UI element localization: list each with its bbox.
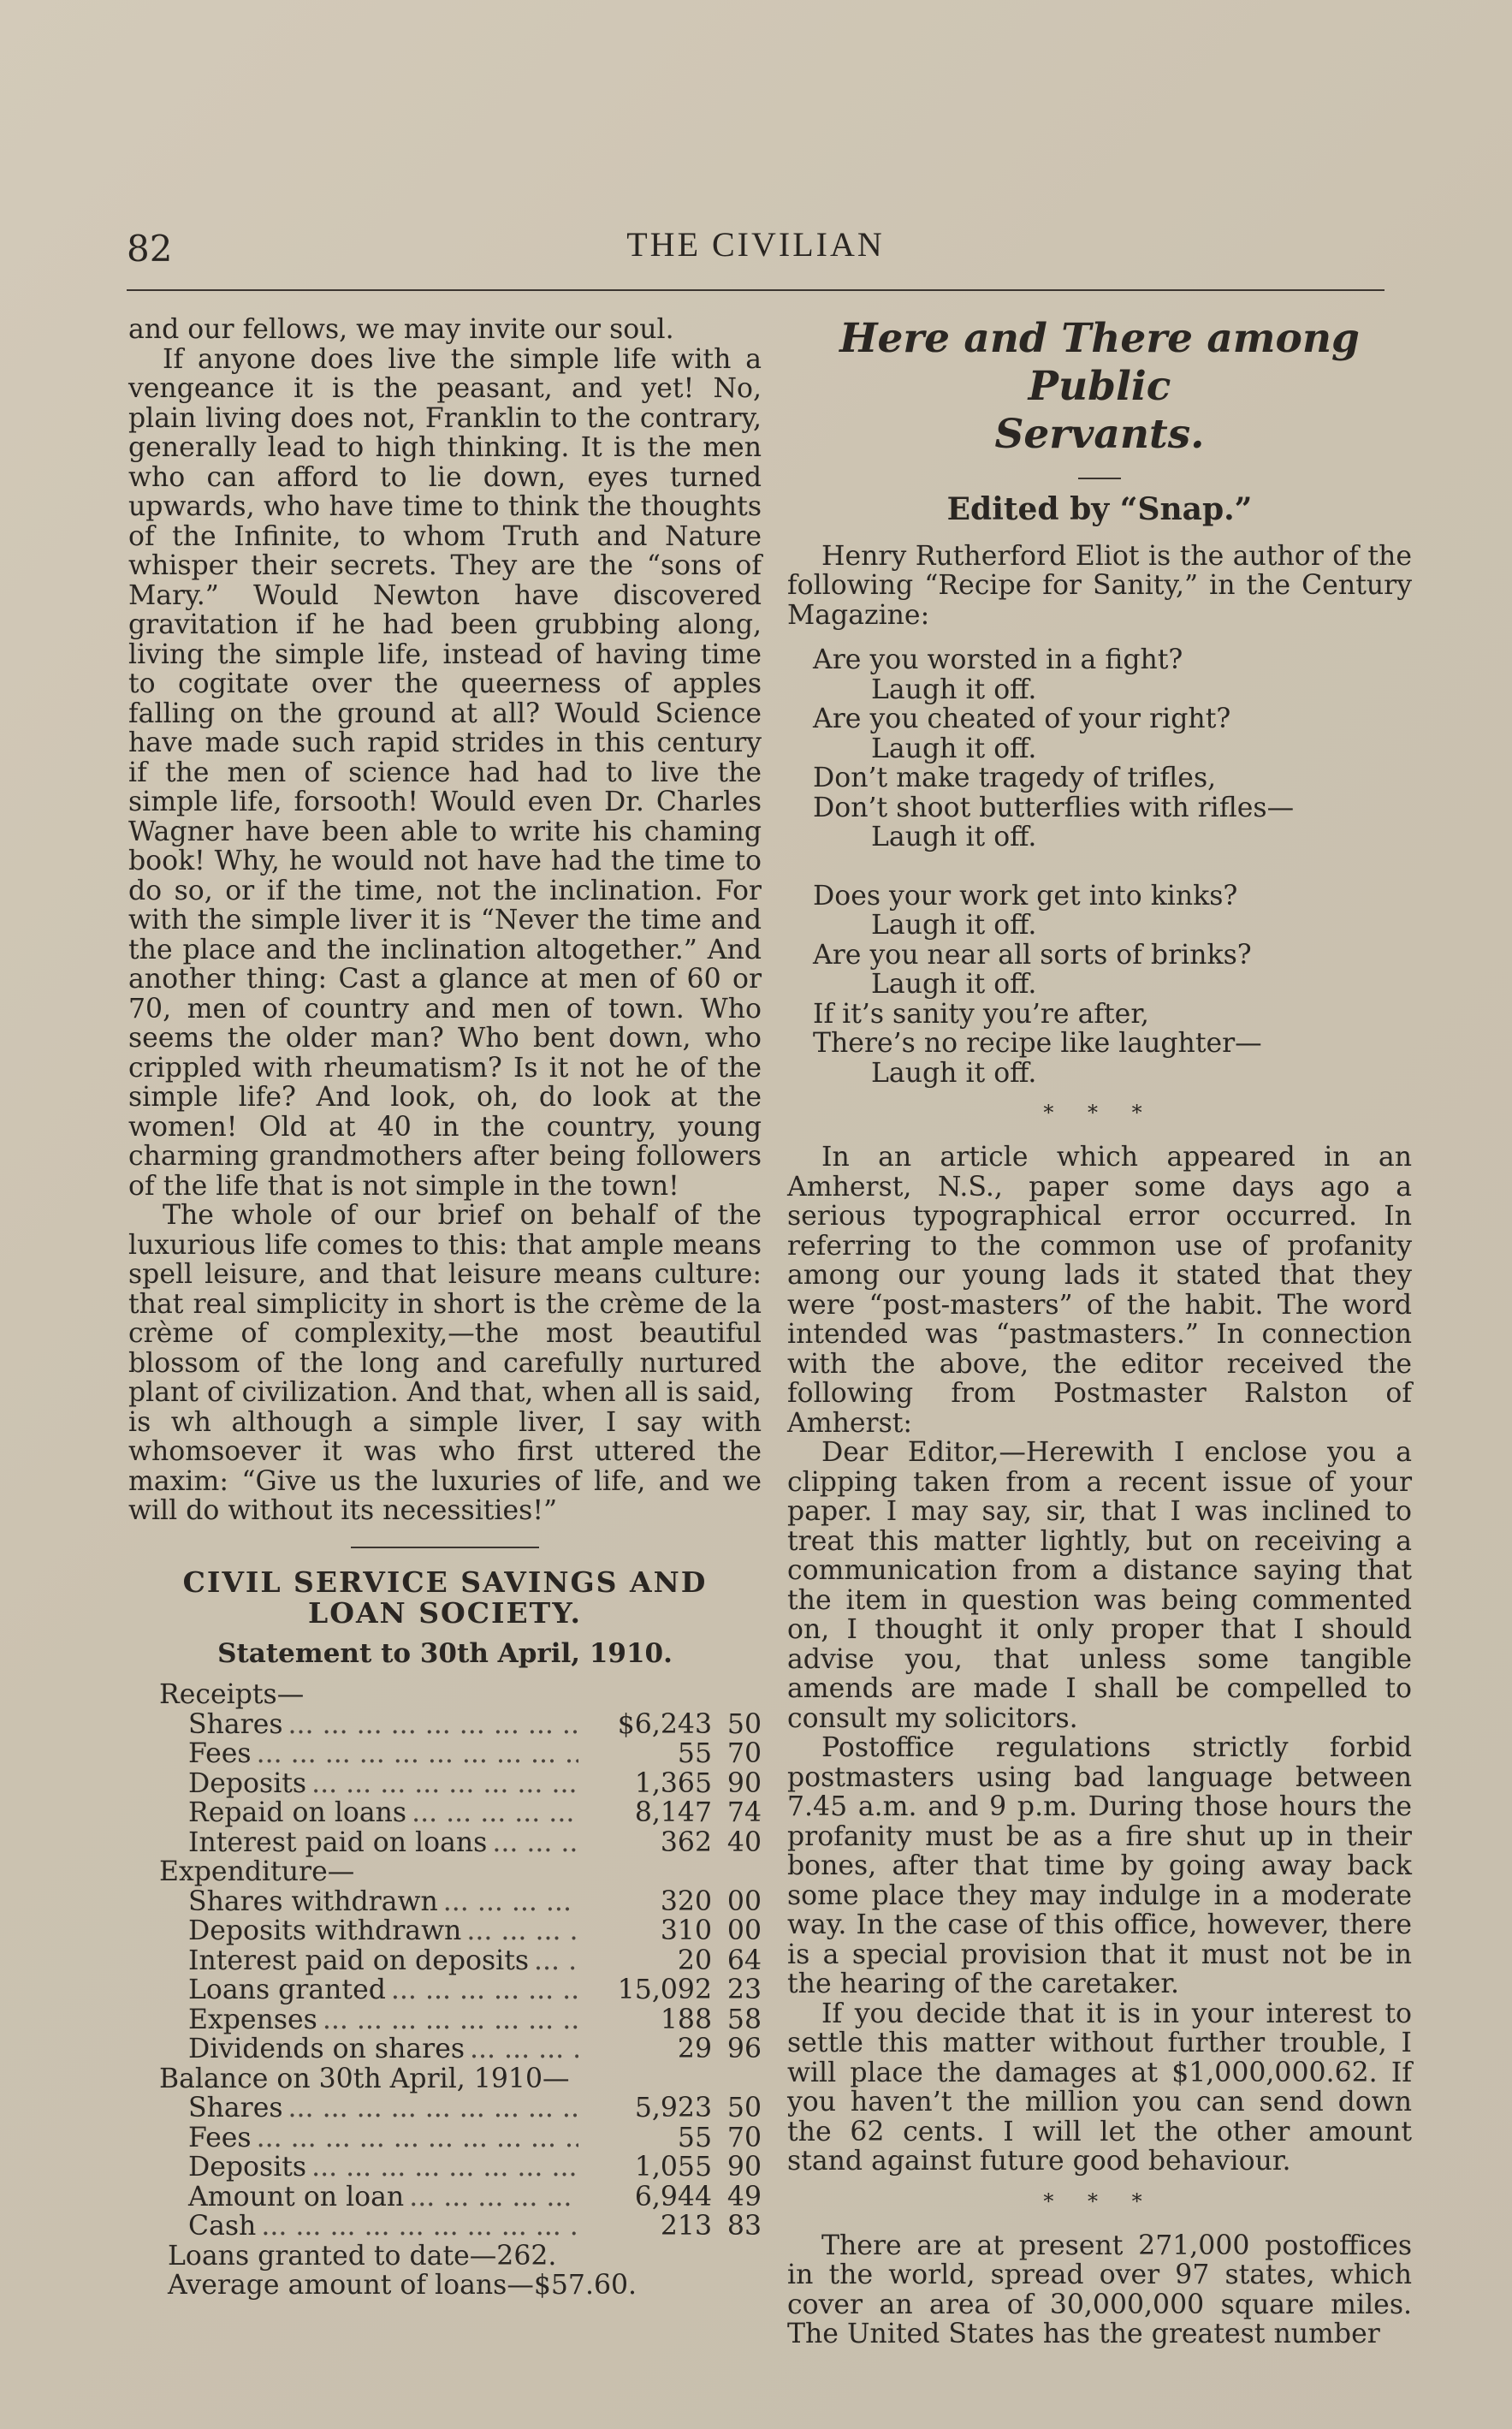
leader-dots [470, 2034, 578, 2064]
star-separator: * * * [1043, 1101, 1156, 1125]
ledger-row [188, 1946, 762, 1976]
ledger-row [188, 1739, 762, 1769]
ledger-row [188, 2123, 762, 2153]
ledger-row [188, 2005, 762, 2035]
poem-refrain: Laugh it off. [871, 733, 1037, 764]
ledger-amount: 20 [677, 1945, 712, 1976]
ledger-item: Interest paid on loans [188, 1826, 488, 1858]
ledger-item: Deposits [188, 1767, 307, 1799]
left-column [128, 315, 762, 2301]
ledger-group-label: Balance on 30th April, 1910— [159, 2063, 570, 2094]
ledger-amount: 5,923 [634, 2093, 712, 2123]
ledger-item: Interest paid on deposits [188, 1945, 530, 1976]
leader-dots [534, 1946, 578, 1976]
leader-dots [257, 1739, 578, 1769]
ledger-amount: $6,243 [617, 1708, 712, 1740]
byline: Edited by “Snap.” [946, 491, 1253, 527]
ledger-item: Shares [188, 1708, 283, 1740]
section-divider [351, 1547, 539, 1548]
ledger-note: Average amount of loans—$57.60. [168, 2270, 637, 2301]
leader-dots [311, 1769, 578, 1799]
section-title-line: Servants. [994, 411, 1205, 458]
section-title-line: Here and There among Public [839, 315, 1360, 410]
ledger-cents: 90 [726, 2152, 762, 2183]
leader-dots [443, 1887, 578, 1917]
article-paragraph: In an article which appeared in an Amherst, N.S., paper some days ago a serious typographical error occurred. In referring to the common use of profanity among our young lads it stated that they were “post-masters” of the habit. The word intended was “pastmasters.” In connection with the above, the editor received the following from Postmaster Ralston of Amherst: [787, 1142, 1412, 1439]
ledger-amount: 15,092 [617, 1975, 712, 2005]
ledger-cents: 83 [726, 2211, 762, 2242]
poem-refrain: Laugh it off. [871, 969, 1037, 1000]
ledger-item: Expenses [188, 2004, 317, 2035]
ledger-amount: 362 [660, 1826, 712, 1858]
leader-dots [257, 2123, 578, 2153]
poem-line: Don’t shoot butterflies with rifles— [813, 792, 1295, 823]
leader-dots [288, 1710, 578, 1740]
poem-line: Are you near all sorts of brinks? [813, 939, 1252, 971]
ledger-amount: 1,365 [634, 1767, 712, 1799]
closing-paragraph: There are at present 271,000 postoffices in the world, spread over 97 states, which cover an area of 30,000,000 square miles. The United States has the greatest number [787, 2230, 1412, 2349]
ledger-item: Repaid on loans [188, 1797, 407, 1828]
ledger-item: Deposits withdrawn [188, 1915, 462, 1946]
ledger-row [188, 1710, 762, 1740]
ledger-cents: 90 [726, 1767, 762, 1799]
ledger-amount: 8,147 [634, 1797, 712, 1828]
ledger-cents: 40 [726, 1826, 762, 1858]
ledger-row [188, 1798, 762, 1828]
ledger-cents: 96 [726, 2034, 762, 2064]
society-title: CIVIL SERVICE SAVINGS AND LOAN SOCIETY. [182, 1565, 708, 1630]
poem-line: Does your work get into kinks? [813, 880, 1238, 912]
ledger-row [188, 1828, 762, 1858]
essay-continuation: and our fellows, we may invite our soul. [128, 314, 674, 345]
letter-paragraph: Dear Editor,—Herewith I enclose you a clipping taken from a recent issue of your paper. I may say, sir, that I was inclined to treat this matter lightly, but on receiving a communication from a distance saying that the item in question was being commented on, I thought it only proper that I should advise you, that unless some tangible amends are made I shall be compelled to consult my solicitors. [787, 1437, 1412, 1734]
ledger-row [188, 2183, 762, 2212]
statement-title: Statement to 30th April, 1910. [217, 1637, 673, 1669]
ledger-amount: 320 [660, 1886, 712, 1917]
ledger-item: Cash [188, 2211, 257, 2242]
running-title: THE CIVILIAN [626, 225, 885, 264]
leader-dots [311, 2153, 578, 2183]
leader-dots [261, 2212, 578, 2242]
ledger-cents: 50 [726, 2093, 762, 2123]
poem-refrain: Laugh it off. [871, 910, 1037, 941]
ledger-amount: 188 [660, 2004, 712, 2035]
stanza-gap [813, 852, 1412, 882]
ledger-row [188, 2212, 762, 2242]
ledger-item: Deposits [188, 2152, 307, 2183]
ledger-amount: 213 [660, 2211, 712, 2242]
ledger-row [188, 2153, 762, 2183]
ledger-item: Loans granted [188, 1975, 386, 2005]
ledger-cents: 49 [726, 2181, 762, 2212]
poem-line: Don’t make tragedy of trifles, [813, 763, 1217, 793]
ledger-item: Dividends on shares [188, 2034, 465, 2064]
ledger-note: Loans granted to date—262. [168, 2240, 557, 2272]
ledger-amount: 55 [677, 1738, 712, 1769]
ledger-amount: 6,944 [634, 2181, 712, 2212]
leader-dots [492, 1828, 578, 1858]
ledger-item: Shares withdrawn [188, 1886, 438, 1917]
ledger-cents: 64 [726, 1945, 762, 1976]
ledger-amount: 1,055 [634, 2152, 712, 2183]
ledger-cents: 50 [726, 1708, 762, 1740]
poem [813, 645, 1412, 1088]
poem-line: Are you cheated of your right? [813, 704, 1231, 734]
poem-refrain: Laugh it off. [871, 674, 1037, 705]
header-rule [127, 289, 1385, 291]
right-column [787, 315, 1412, 2349]
ledger-amount: 29 [677, 2034, 712, 2064]
leader-dots [391, 1975, 578, 2005]
financial-statement [128, 1680, 762, 2301]
letter-paragraph: If you decide that it is in your interest to settle this matter without further trouble, I will place the damages at $1,000,000.62. If you haven’t the million you can send down the 62 cents. I will let the other amount stand against future good behaviour. [787, 1998, 1412, 2177]
ledger-cents: 00 [726, 1886, 762, 1917]
poem-refrain: Laugh it off. [871, 822, 1037, 852]
ledger-row [188, 1887, 762, 1917]
page-number: 82 [127, 228, 173, 270]
poem-refrain: Laugh it off. [871, 1057, 1037, 1089]
ledger-group-label: Receipts— [159, 1679, 305, 1710]
leader-dots [412, 1798, 578, 1828]
ledger-cents: 70 [726, 2122, 762, 2153]
intro-paragraph: Henry Rutherford Eliot is the author of the following “Recipe for Sanity,” in the Century Magazine: [787, 540, 1412, 631]
ledger-item: Amount on loan [188, 2181, 405, 2212]
essay-paragraph: If anyone does live the simple life with a vengeance it is the peasant, and yet! No, plain living does not, Franklin to the contrary, generally lead to high thinking. It is the men who can afford to lie down, eyes turned upwards, who have time to think the thoughts of the Infinite, to whom Truth and Nature whisper their secrets. They are the “sons of Mary.” Would Newton have discovered gravitation if he had been grubbing along, living the simple life, instead of having time to cogitate over the queerness of apples falling on the ground at all? Would Science have made such rapid strides in this century if the men of science had had to live the simple life, forsooth! Would even Dr. Charles Wagner have been able to write his chaming book! Why, he would not have had the time to do so, or if the time, not the inclination. For with the simple liver it is “Never the time and the place and the inclination altogether.” And another thing: Cast a glance at men of 60 or 70, men of country and men of town. Who seems the older man? Who bent down, who crippled with rheumatism? Is it not he of the simple life? And look, oh, do look at the women! Old at 40 in the country, young charming grandmothers after being followers of the life that is not simple in the town! [128, 343, 762, 1202]
ledger-row [188, 1916, 762, 1946]
ledger-cents: 58 [726, 2004, 762, 2035]
poem-line: If it’s sanity you’re after, [813, 998, 1149, 1030]
title-dash [1078, 478, 1121, 479]
ledger-item: Fees [188, 1738, 252, 1769]
ledger-row [188, 1975, 762, 2005]
ledger-row [188, 2034, 762, 2064]
ledger-item: Shares [188, 2093, 283, 2123]
leader-dots [288, 2093, 578, 2123]
ledger-row [188, 2093, 762, 2123]
poem-line: Are you worsted in a fight? [813, 644, 1183, 675]
poem-line: There’s no recipe like laughter— [813, 1028, 1262, 1059]
ledger-cents: 00 [726, 1915, 762, 1946]
ledger-cents: 74 [726, 1797, 762, 1828]
essay-paragraph: The whole of our brief on behalf of the luxurious life comes to this: that ample means spell leisure, and that leisure means culture: that real simplicity in short is the crème de la crème of complexity,—the most beautiful blossom of the long and carefully nurtured plant of civilization. And that, when all is said, is wh although a simple liver, I say with whomsoever it was who first uttered the maxim: “Give us the luxuries of life, and we will do without its necessities!” [128, 1200, 762, 1526]
ledger-group-label: Expenditure— [159, 1856, 355, 1887]
leader-dots [323, 2005, 578, 2035]
leader-dots [409, 2183, 578, 2212]
ledger-cents: 70 [726, 1738, 762, 1769]
letter-paragraph: Postoffice regulations strictly forbid postmasters using bad language between 7.45 a.m. and 9 p.m. During those hours the profanity must be as a fire shut up in their bones, after that time by going away back some place they may indulge in a moderate way. In the case of this office, however, there is a special provision that it must not be in the hearing of the caretaker. [787, 1732, 1412, 1999]
ledger-cents: 23 [726, 1975, 762, 2005]
ledger-row [188, 1769, 762, 1799]
ledger-amount: 55 [677, 2122, 712, 2153]
section-title [787, 315, 1412, 459]
page-header [127, 223, 1385, 291]
star-separator: * * * [1043, 2188, 1156, 2213]
ledger-item: Fees [188, 2122, 252, 2153]
leader-dots [466, 1916, 578, 1946]
ledger-amount: 310 [660, 1915, 712, 1946]
